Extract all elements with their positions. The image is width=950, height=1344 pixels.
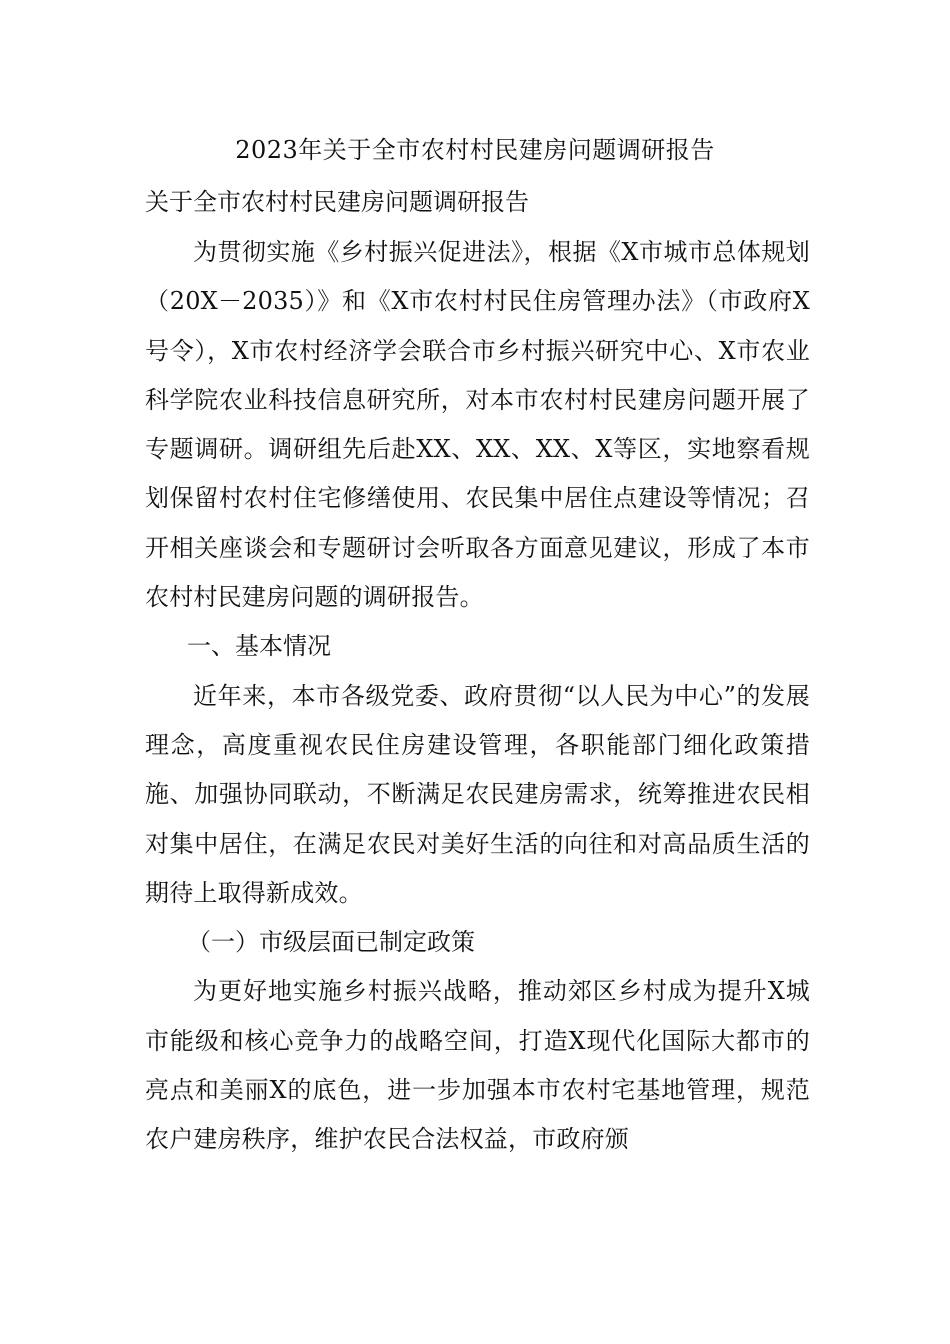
city-policy-paragraph: 为更好地实施乡村振兴战略，推动郊区乡村成为提升X城市能级和核心竞争力的战略空间，打造X现代化国际大都市的亮点和美丽X的底色，进一步加强本市农村宅基地管理，规范农户建房秩序，维护农民合法权益，市政府颁 bbox=[145, 977, 810, 1154]
document-body bbox=[145, 228, 810, 1165]
subsection-heading-city-policy: （一）市级层面已制定政策 bbox=[187, 928, 475, 957]
basic-situation-paragraph: 近年来，本市各级党委、政府贯彻“以人民为中心”的发展理念，高度重视农民住房建设管理，各职能部门细化政策措施、加强协同联动，不断满足农民建房需求，统筹推进农民相对集中居住，在满足农民对美好生活的向往和对高品质生活的期待上取得新成效。 bbox=[145, 681, 810, 907]
section-heading-basic-situation: 一、基本情况 bbox=[187, 632, 331, 661]
intro-paragraph: 为贯彻实施《乡村振兴促进法》，根据《X市城市总体规划（20X－2035）》和《X市农村村民住房管理办法》（市政府X号令），X市农村经济学会联合市乡村振兴研究中心、X市农业科学院农业科技信息研究所，对本市农村村民建房问题开展了专题调研。调研组先后赴XX、XX、XX、X等区，实地察看规划保留村农村住宅修缮使用、农民集中居住点建设等情况；召开相关座谈会和专题研讨会听取各方面意见建议，形成了本市农村村民建房问题的调研报告。 bbox=[145, 238, 810, 612]
document-title: 2023年关于全市农村村民建房问题调研报告 bbox=[235, 136, 715, 164]
document-subtitle: 关于全市农村村民建房问题调研报告 bbox=[145, 188, 529, 216]
